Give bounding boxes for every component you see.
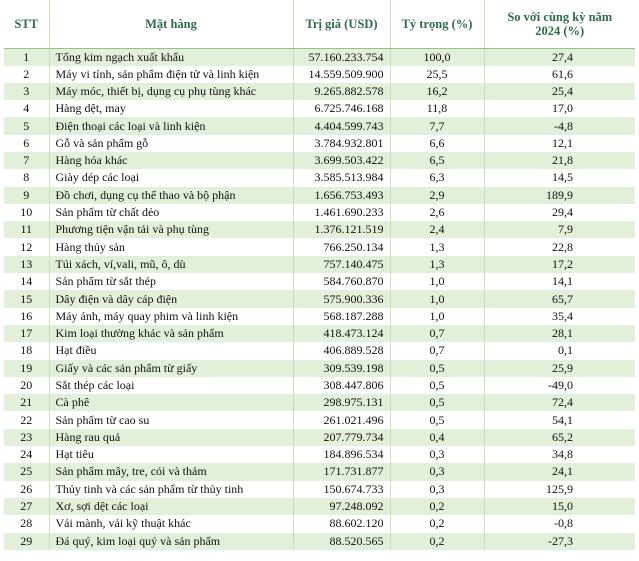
row-value: 150.674.733 bbox=[293, 481, 390, 498]
row-value: 1.656.753.493 bbox=[293, 187, 390, 204]
row-item-name: Hàng hóa khác bbox=[49, 152, 293, 169]
row-compare: -27,3 bbox=[484, 533, 635, 550]
table-row bbox=[4, 204, 635, 221]
row-share: 0,7 bbox=[390, 325, 484, 342]
row-compare: 12,1 bbox=[484, 135, 635, 152]
row-share: 2,9 bbox=[390, 187, 484, 204]
row-share: 100,0 bbox=[390, 48, 484, 66]
row-share: 6,6 bbox=[390, 135, 484, 152]
row-stt: 13 bbox=[4, 256, 49, 273]
row-item-name: Túi xách, ví,vali, mũ, ô, dù bbox=[49, 256, 293, 273]
row-item-name: Dây điện và dây cáp điện bbox=[49, 290, 293, 307]
row-item-name: Gỗ và sản phẩm gỗ bbox=[49, 135, 293, 152]
row-value: 97.248.092 bbox=[293, 498, 390, 515]
row-stt: 5 bbox=[4, 117, 49, 134]
row-compare: 15,0 bbox=[484, 498, 635, 515]
table-row bbox=[4, 342, 635, 359]
row-item-name: Hạt tiêu bbox=[49, 446, 293, 463]
table-row bbox=[4, 429, 635, 446]
row-value: 261.021.496 bbox=[293, 411, 390, 428]
table-row bbox=[4, 152, 635, 169]
row-value: 3.784.932.801 bbox=[293, 135, 390, 152]
row-value: 406.889.528 bbox=[293, 342, 390, 359]
row-share: 2,6 bbox=[390, 204, 484, 221]
row-item-name: Máy móc, thiết bị, dụng cụ phụ tùng khác bbox=[49, 83, 293, 100]
row-share: 0,4 bbox=[390, 429, 484, 446]
row-stt: 1 bbox=[4, 48, 49, 66]
row-share: 0,3 bbox=[390, 463, 484, 480]
row-item-name: Kim loại thường khác và sản phẩm bbox=[49, 325, 293, 342]
row-share: 6,3 bbox=[390, 169, 484, 186]
row-value: 309.539.198 bbox=[293, 360, 390, 377]
row-value: 14.559.509.900 bbox=[293, 66, 390, 83]
table-row bbox=[4, 117, 635, 134]
table-row bbox=[4, 66, 635, 83]
header-compare-line2: 2024 (%) bbox=[535, 23, 585, 38]
row-compare: 29,4 bbox=[484, 204, 635, 221]
row-share: 1,3 bbox=[390, 238, 484, 255]
header-value: Trị giá (USD) bbox=[293, 0, 390, 48]
row-value: 418.473.124 bbox=[293, 325, 390, 342]
row-compare: 61,6 bbox=[484, 66, 635, 83]
row-compare: 21,8 bbox=[484, 152, 635, 169]
row-item-name: Thủy tinh và các sản phẩm từ thủy tinh bbox=[49, 481, 293, 498]
table-row bbox=[4, 238, 635, 255]
table-row bbox=[4, 394, 635, 411]
row-value: 207.779.734 bbox=[293, 429, 390, 446]
table-row bbox=[4, 83, 635, 100]
row-stt: 10 bbox=[4, 204, 49, 221]
row-item-name: Sản phẩm từ chất dẻo bbox=[49, 204, 293, 221]
row-stt: 9 bbox=[4, 187, 49, 204]
row-share: 0,2 bbox=[390, 515, 484, 532]
row-value: 171.731.877 bbox=[293, 463, 390, 480]
row-value: 757.140.475 bbox=[293, 256, 390, 273]
row-compare: 34,8 bbox=[484, 446, 635, 463]
row-share: 0,7 bbox=[390, 342, 484, 359]
table-row bbox=[4, 498, 635, 515]
row-share: 6,5 bbox=[390, 152, 484, 169]
row-share: 1,3 bbox=[390, 256, 484, 273]
row-stt: 14 bbox=[4, 273, 49, 290]
row-compare: -49,0 bbox=[484, 377, 635, 394]
row-value: 88.602.120 bbox=[293, 515, 390, 532]
row-stt: 12 bbox=[4, 238, 49, 255]
row-compare: 72,4 bbox=[484, 394, 635, 411]
row-stt: 25 bbox=[4, 463, 49, 480]
table-row bbox=[4, 100, 635, 117]
row-compare: -0,8 bbox=[484, 515, 635, 532]
row-stt: 23 bbox=[4, 429, 49, 446]
table-row bbox=[4, 481, 635, 498]
row-share: 16,2 bbox=[390, 83, 484, 100]
row-share: 0,5 bbox=[390, 377, 484, 394]
row-item-name: Hàng thủy sản bbox=[49, 238, 293, 255]
row-share: 25,5 bbox=[390, 66, 484, 83]
row-stt: 27 bbox=[4, 498, 49, 515]
row-item-name: Đá quý, kim loại quý và sản phẩm bbox=[49, 533, 293, 550]
table-row bbox=[4, 221, 635, 238]
row-item-name: Hàng rau quả bbox=[49, 429, 293, 446]
row-value: 9.265.882.578 bbox=[293, 83, 390, 100]
header-compare bbox=[484, 0, 635, 48]
row-compare: 17,2 bbox=[484, 256, 635, 273]
row-value: 584.760.870 bbox=[293, 273, 390, 290]
row-stt: 7 bbox=[4, 152, 49, 169]
row-value: 4.404.599.743 bbox=[293, 117, 390, 134]
row-share: 0,2 bbox=[390, 498, 484, 515]
table-row bbox=[4, 360, 635, 377]
row-stt: 20 bbox=[4, 377, 49, 394]
row-item-name: Phương tiện vận tải và phụ tùng bbox=[49, 221, 293, 238]
row-compare: 35,4 bbox=[484, 308, 635, 325]
table-row bbox=[4, 187, 635, 204]
row-item-name: Sản phẩm từ cao su bbox=[49, 411, 293, 428]
row-stt: 28 bbox=[4, 515, 49, 532]
row-item-name: Sắt thép các loại bbox=[49, 377, 293, 394]
row-item-name: Sản phẩm mây, tre, cói và thảm bbox=[49, 463, 293, 480]
row-compare: 28,1 bbox=[484, 325, 635, 342]
row-item-name: Vải mành, vải kỹ thuật khác bbox=[49, 515, 293, 532]
table-body bbox=[4, 48, 635, 550]
row-share: 0,2 bbox=[390, 533, 484, 550]
row-share: 1,0 bbox=[390, 273, 484, 290]
row-value: 575.900.336 bbox=[293, 290, 390, 307]
row-value: 766.250.134 bbox=[293, 238, 390, 255]
table-row bbox=[4, 533, 635, 550]
row-stt: 26 bbox=[4, 481, 49, 498]
row-stt: 29 bbox=[4, 533, 49, 550]
row-item-name: Giấy và các sản phẩm từ giấy bbox=[49, 360, 293, 377]
row-share: 11,8 bbox=[390, 100, 484, 117]
row-item-name: Hạt điều bbox=[49, 342, 293, 359]
table-row bbox=[4, 273, 635, 290]
row-compare: 0,1 bbox=[484, 342, 635, 359]
row-value: 1.461.690.233 bbox=[293, 204, 390, 221]
row-value: 184.896.534 bbox=[293, 446, 390, 463]
table-row bbox=[4, 325, 635, 342]
row-stt: 22 bbox=[4, 411, 49, 428]
table-row bbox=[4, 411, 635, 428]
table-row bbox=[4, 169, 635, 186]
row-share: 0,3 bbox=[390, 446, 484, 463]
row-share: 1,0 bbox=[390, 308, 484, 325]
row-share: 0,5 bbox=[390, 360, 484, 377]
row-compare: -4,8 bbox=[484, 117, 635, 134]
table-row bbox=[4, 135, 635, 152]
table-row bbox=[4, 308, 635, 325]
row-compare: 65,2 bbox=[484, 429, 635, 446]
row-item-name: Điện thoại các loại và linh kiện bbox=[49, 117, 293, 134]
row-share: 2,4 bbox=[390, 221, 484, 238]
header-item-name: Mặt hàng bbox=[49, 0, 293, 48]
row-value: 88.520.565 bbox=[293, 533, 390, 550]
table-row bbox=[4, 256, 635, 273]
row-value: 3.585.513.984 bbox=[293, 169, 390, 186]
row-stt: 4 bbox=[4, 100, 49, 117]
table-row bbox=[4, 515, 635, 532]
row-stt: 15 bbox=[4, 290, 49, 307]
row-item-name: Cà phê bbox=[49, 394, 293, 411]
row-stt: 24 bbox=[4, 446, 49, 463]
row-compare: 25,4 bbox=[484, 83, 635, 100]
row-stt: 2 bbox=[4, 66, 49, 83]
row-compare: 189,9 bbox=[484, 187, 635, 204]
header-row bbox=[4, 0, 635, 48]
table-header bbox=[4, 0, 635, 48]
row-stt: 11 bbox=[4, 221, 49, 238]
row-value: 57.160.233.754 bbox=[293, 48, 390, 66]
row-compare: 17,0 bbox=[484, 100, 635, 117]
row-compare: 27,4 bbox=[484, 48, 635, 66]
row-stt: 17 bbox=[4, 325, 49, 342]
row-value: 308.447.806 bbox=[293, 377, 390, 394]
row-item-name: Sản phẩm từ sắt thép bbox=[49, 273, 293, 290]
row-stt: 8 bbox=[4, 169, 49, 186]
row-item-name: Hàng dệt, may bbox=[49, 100, 293, 117]
row-stt: 3 bbox=[4, 83, 49, 100]
row-item-name: Máy ảnh, máy quay phim và linh kiện bbox=[49, 308, 293, 325]
row-value: 298.975.131 bbox=[293, 394, 390, 411]
row-stt: 18 bbox=[4, 342, 49, 359]
row-share: 1,0 bbox=[390, 290, 484, 307]
row-compare: 54,1 bbox=[484, 411, 635, 428]
header-compare-line1: So với cùng kỳ năm bbox=[507, 9, 613, 24]
header-share: Tỷ trọng (%) bbox=[390, 0, 484, 48]
row-item-name: Đồ chơi, dụng cụ thể thao và bộ phận bbox=[49, 187, 293, 204]
row-compare: 14,5 bbox=[484, 169, 635, 186]
row-item-name: Xơ, sợi dệt các loại bbox=[49, 498, 293, 515]
row-compare: 14,1 bbox=[484, 273, 635, 290]
row-compare: 7,9 bbox=[484, 221, 635, 238]
row-stt: 16 bbox=[4, 308, 49, 325]
table-row bbox=[4, 463, 635, 480]
row-stt: 6 bbox=[4, 135, 49, 152]
table-row bbox=[4, 377, 635, 394]
row-value: 1.376.121.519 bbox=[293, 221, 390, 238]
table-row bbox=[4, 446, 635, 463]
table-row bbox=[4, 48, 635, 66]
row-compare: 24,1 bbox=[484, 463, 635, 480]
row-compare: 25,9 bbox=[484, 360, 635, 377]
export-table bbox=[4, 0, 635, 550]
table-row bbox=[4, 290, 635, 307]
row-item-name: Tổng kim ngạch xuất khẩu bbox=[49, 48, 293, 66]
row-compare: 125,9 bbox=[484, 481, 635, 498]
row-share: 7,7 bbox=[390, 117, 484, 134]
row-share: 0,5 bbox=[390, 394, 484, 411]
header-stt: STT bbox=[4, 0, 49, 48]
row-stt: 21 bbox=[4, 394, 49, 411]
row-value: 568.187.288 bbox=[293, 308, 390, 325]
row-stt: 19 bbox=[4, 360, 49, 377]
row-value: 6.725.746.168 bbox=[293, 100, 390, 117]
row-compare: 65,7 bbox=[484, 290, 635, 307]
row-share: 0,3 bbox=[390, 481, 484, 498]
row-value: 3.699.503.422 bbox=[293, 152, 390, 169]
row-compare: 22,8 bbox=[484, 238, 635, 255]
row-item-name: Máy vi tính, sản phẩm điện tử và linh kiện bbox=[49, 66, 293, 83]
row-share: 0,5 bbox=[390, 411, 484, 428]
row-item-name: Giày dép các loại bbox=[49, 169, 293, 186]
